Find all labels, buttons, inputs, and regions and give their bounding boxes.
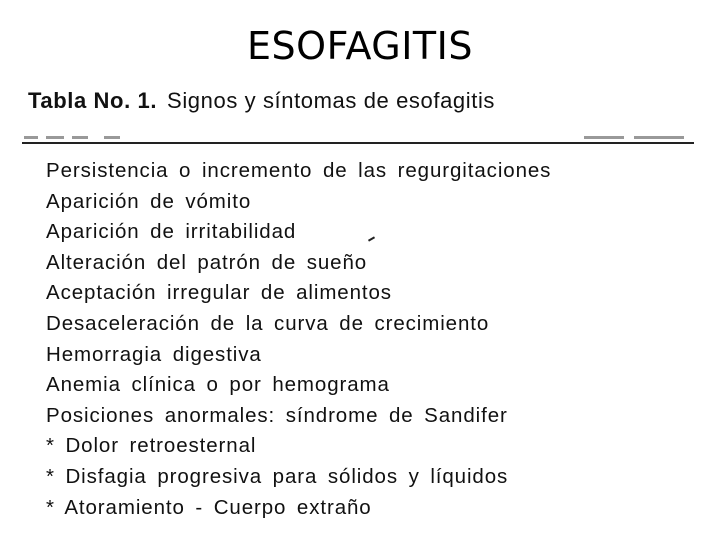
symptom-item: * Atoramiento - Cuerpo extraño	[46, 495, 372, 519]
symptom-item: Posiciones anormales: síndrome de Sandifer	[46, 403, 508, 427]
symptom-item: Persistencia o incremento de las regurgitaciones	[46, 159, 552, 182]
symptom-item: Aceptación irregular de alimentos	[46, 281, 392, 305]
symptom-item: Anemia clínica o por hemograma	[46, 373, 390, 397]
symptom-item: Aparición de irritabilidad	[46, 220, 297, 244]
symptom-item: Alteración del patrón de sueño	[46, 250, 368, 274]
symptom-item: * Disfagia progresiva para sólidos y líquidos	[46, 464, 509, 488]
slide-title: ESOFAGITIS	[247, 24, 473, 68]
symptom-item: * Dolor retroesternal	[46, 434, 257, 458]
symptom-item: Hemorragia digestiva	[46, 342, 262, 366]
scan-artifact	[24, 136, 684, 139]
table-caption-text: Signos y síntomas de esofagitis	[167, 88, 496, 113]
table-caption-label: Tabla No. 1.	[28, 88, 158, 113]
symptom-list	[46, 156, 551, 523]
table-caption	[28, 86, 495, 116]
table-divider	[22, 142, 694, 144]
symptom-item: Desaceleración de la curva de crecimiento	[46, 311, 490, 335]
symptom-item: Aparición de vómito	[46, 189, 252, 213]
